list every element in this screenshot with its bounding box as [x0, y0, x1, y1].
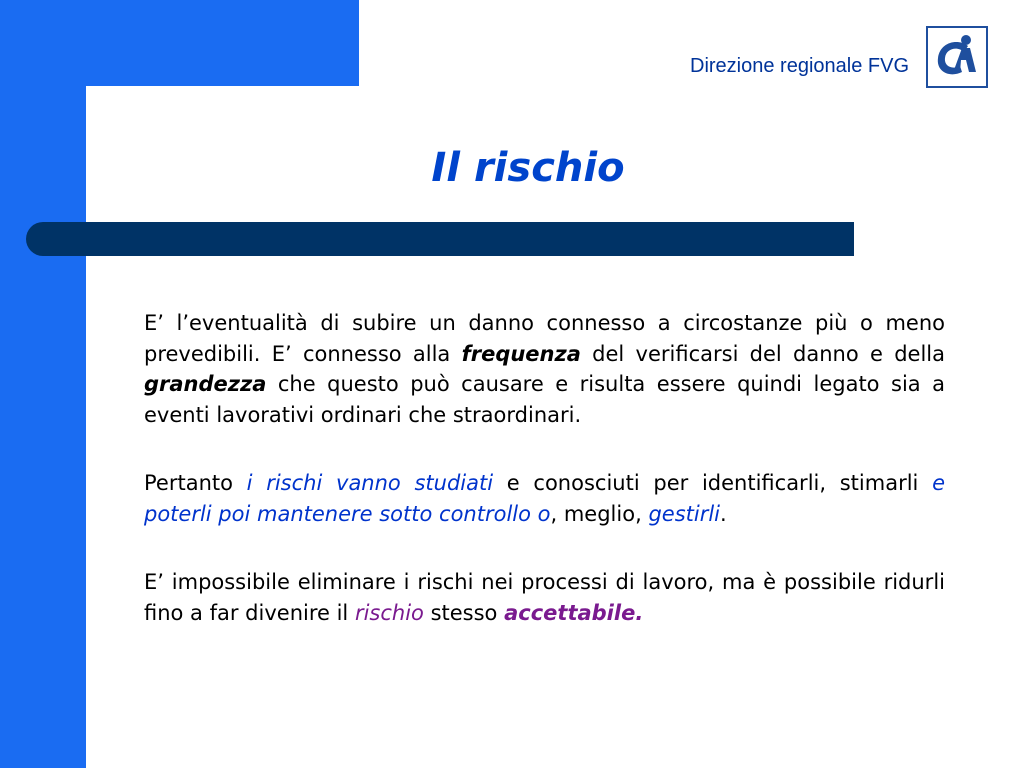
text-run: stesso: [423, 600, 505, 625]
title-underline-bar: [26, 222, 854, 256]
slide-body: [144, 308, 945, 666]
text-run: E’ impossibile eliminare i rischi nei processi di lavoro, ma è possibile ridurli fino a far divenire il: [144, 570, 945, 625]
emphasis-frequenza: frequenza: [461, 341, 581, 366]
paragraph-acceptable-risk: [144, 567, 945, 628]
emphasis-controllo: e poterli poi mantenere sotto controllo o: [144, 471, 946, 526]
inail-logo-icon: [926, 26, 988, 88]
text-run: che questo può causare e risulta essere quindi legato sia a eventi lavorativi ordinari che straordinari.: [144, 372, 945, 427]
text-run: E’ l’eventualità di subire un danno connesso a circostanze più o meno prevedibili. E’ connesso alla: [144, 311, 945, 366]
paragraph-management: [144, 468, 945, 529]
emphasis-grandezza: grandezza: [144, 372, 267, 396]
emphasis-accettabile: accettabile.: [504, 600, 644, 625]
emphasis-gestirli: gestirli: [648, 501, 720, 526]
emphasis-rischio: rischio: [354, 600, 424, 625]
text-run: , meglio,: [550, 501, 649, 526]
paragraph-definition: [144, 308, 945, 430]
text-run: .: [720, 501, 727, 526]
text-run: e conosciuti per identificarli, stimarli: [493, 471, 933, 495]
emphasis-studiati: i rischi vanno studiati: [246, 471, 494, 495]
organization-label: Direzione regionale FVG: [690, 55, 909, 77]
text-run: Pertanto: [144, 471, 247, 495]
text-run: del verificarsi del danno e della: [580, 341, 945, 366]
decorative-side-band: [0, 0, 86, 768]
slide-title: Il rischio: [431, 145, 625, 191]
